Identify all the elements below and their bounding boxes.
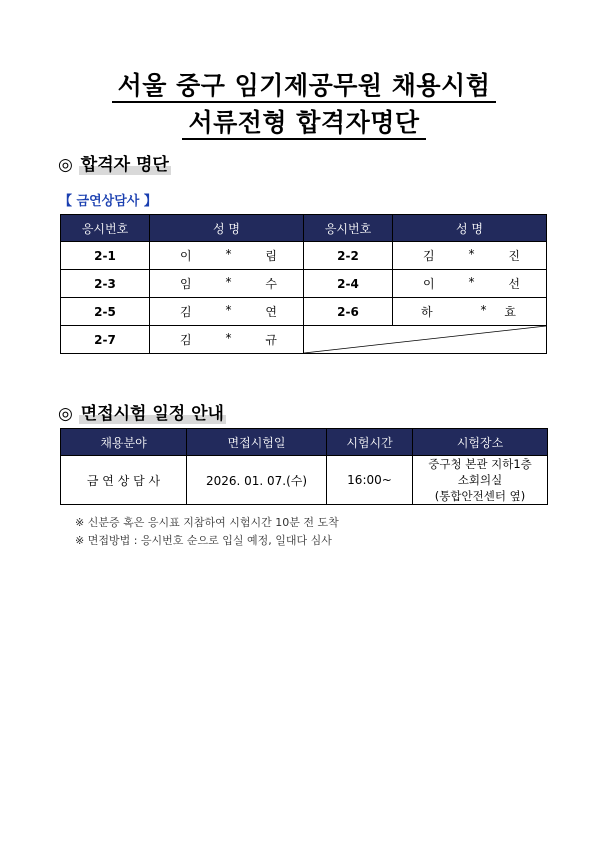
header-name: 성 명: [393, 215, 547, 242]
header-place: 시험장소: [413, 429, 548, 456]
applicant-name: 이 * 림: [150, 242, 304, 270]
table-row: [61, 456, 548, 505]
interview-time: 16:00~: [327, 456, 413, 505]
job-subheading: 【 금연상담사 】: [59, 194, 157, 209]
interview-place: 중구청 본관 지하1층 소회의실 (통합안전센터 옆): [413, 456, 548, 505]
table-row: [61, 242, 547, 270]
note-item: ※ 면접방법 : 응시번호 순으로 입실 예정, 일대다 심사: [75, 534, 332, 547]
section-passers-heading: [58, 150, 171, 175]
section-interview-heading: [58, 399, 226, 424]
note-item: ※ 신분증 혹은 응시표 지참하여 시험시간 10분 전 도착: [75, 516, 339, 529]
double-circle-icon: ◎: [58, 404, 73, 424]
section-passers-title: 합격자 명단: [80, 155, 169, 175]
applicant-name: 임 * 수: [150, 270, 304, 298]
interview-table-header: [61, 429, 548, 456]
applicant-no: 2-6: [304, 298, 393, 326]
interview-table: [60, 428, 548, 505]
passers-table: [60, 214, 547, 354]
applicant-no: 2-5: [61, 298, 150, 326]
diagonal-line: [304, 326, 546, 353]
passers-table-header: [61, 215, 547, 242]
applicant-no: 2-2: [304, 242, 393, 270]
applicant-no: 2-1: [61, 242, 150, 270]
header-field: 채용분야: [61, 429, 187, 456]
applicant-name: 김 * 진: [393, 242, 547, 270]
double-circle-icon: ◎: [58, 155, 73, 175]
header-applicant-no: 응시번호: [61, 215, 150, 242]
applicant-name: 하 * 효: [393, 298, 547, 326]
interview-date: 2026. 01. 07.(수): [187, 456, 327, 505]
table-row: [61, 298, 547, 326]
document-title-line1: 서울 중구 임기제공무원 채용시험: [0, 66, 608, 102]
section-interview-title: 면접시험 일정 안내: [80, 404, 224, 424]
header-applicant-no: 응시번호: [304, 215, 393, 242]
applicant-name: 김 * 연: [150, 298, 304, 326]
applicant-no: 2-3: [61, 270, 150, 298]
document-title-line2: 서류전형 합격자명단: [0, 103, 608, 139]
table-row: [61, 270, 547, 298]
header-time: 시험시간: [327, 429, 413, 456]
applicant-name: 김 * 규: [150, 326, 304, 354]
applicant-name: 이 * 선: [393, 270, 547, 298]
applicant-no: 2-4: [304, 270, 393, 298]
header-date: 면접시험일: [187, 429, 327, 456]
applicant-no: 2-7: [61, 326, 150, 354]
notes: [75, 514, 339, 550]
interview-field: 금 연 상 담 사: [61, 456, 187, 505]
table-row: [61, 326, 547, 354]
empty-diagonal-cell: [304, 326, 547, 354]
header-name: 성 명: [150, 215, 304, 242]
